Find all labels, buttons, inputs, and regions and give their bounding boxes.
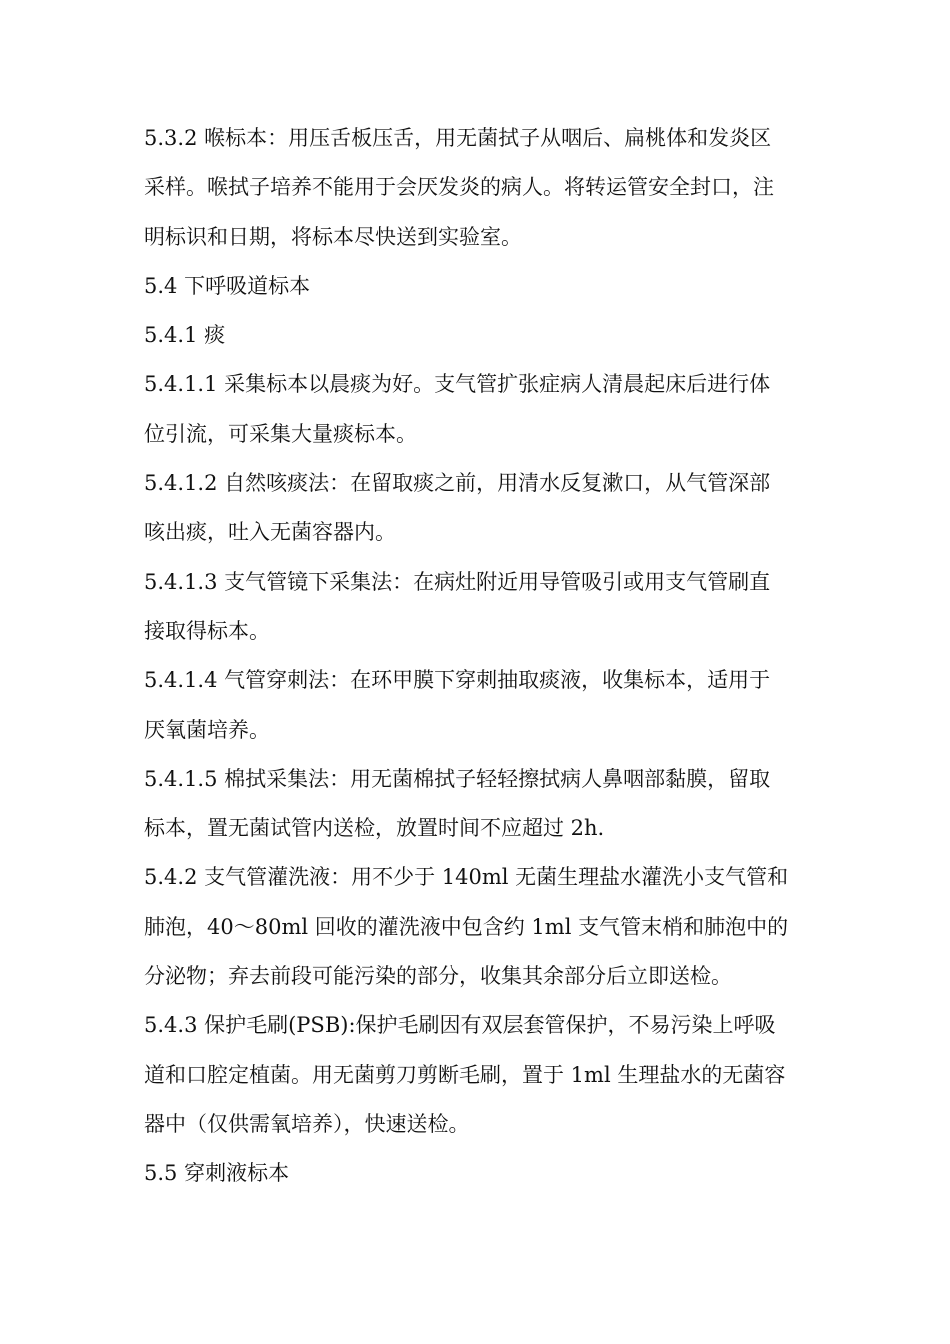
text-line: 5.4.1.2 自然咳痰法：在留取痰之前，用清水反复漱口，从气管深部	[144, 471, 771, 496]
text-line: 5.3.2 喉标本：用压舌板压舌，用无菌拭子从咽后、扁桃体和发炎区	[144, 126, 772, 150]
document-body	[144, 114, 814, 1199]
text-line: 5.4.2 支气管灌洗液：用不少于 140ml 无菌生理盐水灌洗小支气管和	[144, 865, 789, 890]
section-heading: 5.4 下呼吸道标本	[144, 273, 311, 298]
text-line: 采样。喉拭子培养不能用于会厌发炎的病人。将转运管安全封口，注	[144, 175, 774, 200]
text-line: 明标识和日期，将标本尽快送到实验室。	[144, 224, 522, 249]
text-line: 标本，置无菌试管内送检，放置时间不应超过 2h.	[144, 816, 605, 841]
text-line: 器中（仅供需氧培养），快速送检。	[144, 1111, 470, 1136]
text-line: 5.4.3 保护毛刷(PSB):保护毛刷因有双层套管保护，不易污染上呼吸	[144, 1013, 776, 1038]
text-line: 分泌物；弃去前段可能污染的部分，收集其余部分后立即送检。	[144, 964, 732, 989]
text-line: 5.4.1.1 采集标本以晨痰为好。支气管扩张症病人清晨起床后进行体	[144, 372, 771, 397]
text-line: 咳出痰，吐入无菌容器内。	[144, 520, 396, 545]
text-line: 肺泡，40～80ml 回收的灌洗液中包含约 1ml 支气管末梢和肺泡中的	[144, 914, 789, 939]
text-line: 道和口腔定植菌。用无菌剪刀剪断毛刷，置于 1ml 生理盐水的无菌容	[144, 1062, 786, 1087]
section-heading: 5.5 穿刺液标本	[144, 1161, 290, 1186]
text-line: 5.4.1.5 棉拭采集法：用无菌棉拭子轻轻擦拭病人鼻咽部黏膜，留取	[144, 766, 771, 791]
text-line: 5.4.1.3 支气管镜下采集法：在病灶附近用导管吸引或用支气管刷直	[144, 569, 771, 594]
subsection-heading: 5.4.1 痰	[144, 323, 226, 348]
text-line: 厌氧菌培养。	[144, 717, 270, 742]
text-line: 接取得标本。	[144, 618, 270, 643]
text-line: 位引流，可采集大量痰标本。	[144, 421, 417, 446]
text-line: 5.4.1.4 气管穿刺法：在环甲膜下穿刺抽取痰液，收集标本，适用于	[144, 668, 771, 693]
